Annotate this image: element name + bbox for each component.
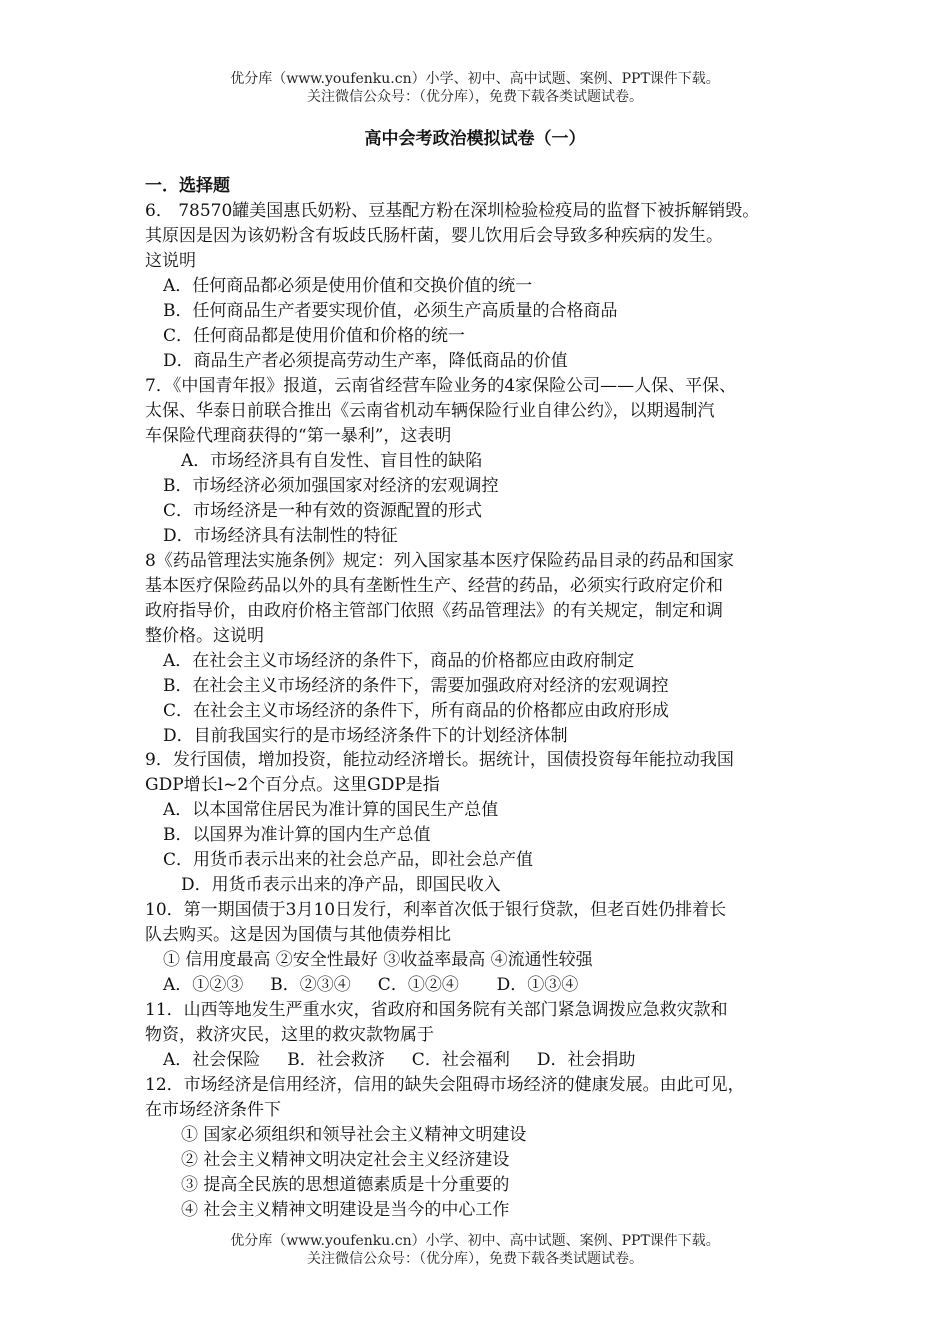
q8-stem: 政府指导价，由政府价格主管部门依照《药品管理法》的有关规定，制定和调 (145, 601, 723, 621)
q6-stem: 这说明 (145, 251, 196, 271)
q9-option-a: A．以本国常住居民为准计算的国民生产总值 (163, 800, 499, 820)
header-line-2: 关注微信公众号：（优分库），免费下载各类试题试卷。 (307, 89, 643, 105)
q7-option-c: C．市场经济是一种有效的资源配置的形式 (163, 501, 483, 521)
q10-stem: 10．第一期国债于3月10日发行，利率首次低于银行贷款，但老百姓仍排着长 (145, 900, 727, 920)
q8-option-d: D．目前我国实行的是市场经济条件下的计划经济体制 (163, 726, 568, 746)
q12-statement-3: ③ 提高全民族的思想道德素质是十分重要的 (181, 1175, 510, 1195)
q8-option-a: A．在社会主义市场经济的条件下，商品的价格都应由政府制定 (163, 651, 635, 671)
q7-option-d: D．市场经济具有法制性的特征 (163, 526, 398, 546)
q8-stem: 8《药品管理法实施条例》规定：列入国家基本医疗保险药品目录的药品和国家 (145, 551, 734, 571)
q7-stem: 7．《中国青年报》报道，云南省经营车险业务的4家保险公司——人保、平保、 (145, 376, 737, 396)
q11-stem: 11．山西等地发生严重水灾，省政府和国务院有关部门紧急调拨应急救灾款和 (145, 1000, 728, 1020)
q6-option-d: D．商品生产者必须提高劳动生产率，降低商品的价值 (163, 351, 568, 371)
q6-option-b: B．任何商品生产者要实现价值，必须生产高质量的合格商品 (163, 301, 618, 321)
q12-statement-1: ① 国家必须组织和领导社会主义精神文明建设 (181, 1125, 527, 1145)
q9-option-c: C．用货币表示出来的社会总产品，即社会总产值 (163, 850, 534, 870)
q6-stem: 6． 78570罐美国惠氏奶粉、豆基配方粉在深圳检验检疫局的监督下被拆解销毁。 (145, 201, 760, 221)
q9-option-b: B．以国界为准计算的国内生产总值 (163, 825, 431, 845)
q8-option-b: B．在社会主义市场经济的条件下，需要加强政府对经济的宏观调控 (163, 676, 669, 696)
q10-options: A．①②③ B．②③④ C．①②④ D．①③④ (163, 975, 579, 995)
q12-statement-4: ④ 社会主义精神文明建设是当今的中心工作 (181, 1200, 510, 1220)
q9-stem: 9．发行国债，增加投资，能拉动经济增长。据统计，国债投资每年能拉动我国 (145, 750, 734, 770)
page-title: 高中会考政治模拟试卷（一） (364, 129, 586, 149)
q10-stem: 队去购买。这是因为国债与其他债券相比 (145, 925, 451, 945)
q6-option-a: A．任何商品都必须是使用价值和交换价值的统一 (163, 276, 533, 296)
q10-statements: ① 信用度最高 ②安全性最好 ③收益率最高 ④流通性较强 (163, 950, 593, 970)
q6-option-c: C．任何商品都是使用价值和价格的统一 (163, 326, 466, 346)
q9-option-d: D．用货币表示出来的净产品，即国民收入 (181, 875, 501, 895)
q7-option-b: B．市场经济必须加强国家对经济的宏观调控 (163, 476, 499, 496)
q12-statement-2: ② 社会主义精神文明决定社会主义经济建设 (181, 1150, 510, 1170)
q8-stem: 整价格。这说明 (145, 626, 264, 646)
q7-stem: 车保险代理商获得的“第一暴利”，这表明 (145, 426, 452, 446)
q7-stem: 太保、华泰日前联合推出《云南省机动车辆保险行业自律公约》，以期遏制汽 (145, 401, 715, 421)
q9-stem: GDP增长l~2个百分点。这里GDP是指 (145, 775, 440, 795)
section-heading: 一．选择题 (145, 176, 230, 196)
footer-line-1: 优分库（www.youfenku.cn）小学、初中、高中试题、案例、PPT课件下载。 (230, 1233, 720, 1249)
q11-options: A．社会保险 B．社会救济 C．社会福利 D．社会捐助 (163, 1050, 636, 1070)
q12-stem: 在市场经济条件下 (145, 1100, 281, 1120)
q8-option-c: C．在社会主义市场经济的条件下，所有商品的价格都应由政府形成 (163, 701, 670, 721)
q8-stem: 基本医疗保险药品以外的具有垄断性生产、经营的药品，必须实行政府定价和 (145, 576, 723, 596)
q6-stem: 其原因是因为该奶粉含有坂歧氏肠杆菌，婴儿饮用后会导致多种疾病的发生。 (145, 226, 723, 246)
q11-stem: 物资，救济灾民，这里的救灾款物属于 (145, 1025, 434, 1045)
q7-option-a: A．市场经济具有自发性、盲目性的缺陷 (181, 451, 483, 471)
q12-stem: 12．市场经济是信用经济，信用的缺失会阻碍市场经济的健康发展。由此可见， (145, 1075, 745, 1095)
footer-line-2: 关注微信公众号：（优分库），免费下载各类试题试卷。 (307, 1251, 643, 1267)
header-line-1: 优分库（www.youfenku.cn）小学、初中、高中试题、案例、PPT课件下载。 (230, 71, 720, 87)
